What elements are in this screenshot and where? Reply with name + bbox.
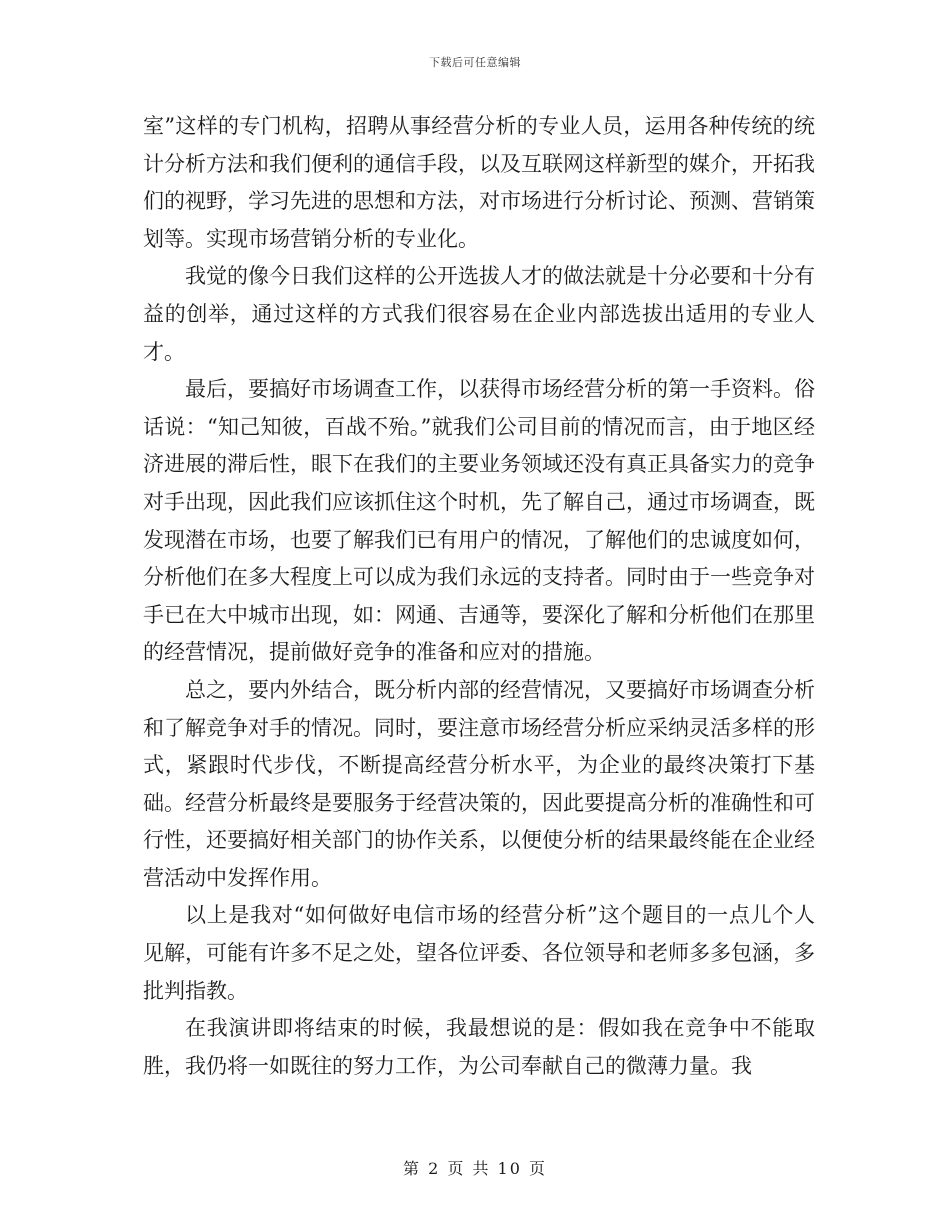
paragraph-2: 我觉的像今日我们这样的公开选拔人才的做法就是十分必要和十分有益的创举，通过这样的方式我们很容易在企业内部选拔出适用的专业人才。 bbox=[143, 264, 815, 364]
document-body bbox=[143, 108, 815, 1085]
page-number: 第 2 页 共 10 页 bbox=[403, 1159, 547, 1178]
paragraph-6: 在我演讲即将结束的时候，我最想说的是：假如我在竞争中不能取胜，我仍将一如既往的努力工作，为公司奉献自己的微薄力量。我 bbox=[143, 1016, 815, 1078]
paragraph-5: 以上是我对“如何做好电信市场的经营分析”这个题目的一点儿个人见解，可能有许多不足之处，望各位评委、各位领导和老师多多包涵，多批判指教。 bbox=[143, 903, 815, 1003]
paragraph-1: 室”这样的专门机构，招聘从事经营分析的专业人员，运用各种传统的统计分析方法和我们便利的通信手段，以及互联网这样新型的媒介，开拓我们的视野，学习先进的思想和方法，对市场进行分析讨论、预测、营销策划等。实现市场营销分析的专业化。 bbox=[143, 114, 815, 251]
paragraph-3: 最后，要搞好市场调查工作，以获得市场经营分析的第一手资料。俗话说：“知己知彼，百战不殆。”就我们公司目前的情况而言，由于地区经济进展的滞后性，眼下在我们的主要业务领域还没有真正具备实力的竞争对手出现，因此我们应该抓住这个时机，先了解自己，通过市场调查，既发现潜在市场，也要了解我们已有用户的情况，了解他们的忠诚度如何，分析他们在多大程度上可以成为我们永远的支持者。同时由于一些竞争对手已在大中城市出现，如：网通、吉通等，要深化了解和分析他们在那里的经营情况，提前做好竞争的准备和应对的措施。 bbox=[143, 377, 815, 665]
paragraph-4: 总之，要内外结合，既分析内部的经营情况，又要搞好市场调查分析和了解竞争对手的情况。同时，要注意市场经营分析应采纳灵活多样的形式，紧跟时代步伐，不断提高经营分析水平，为企业的最终决策打下基础。经营分析最终是要服务于经营决策的，因此要提高分析的准确性和可行性，还要搞好相关部门的协作关系，以便使分析的结果最终能在企业经营活动中发挥作用。 bbox=[143, 677, 815, 890]
header-note: 下载后可任意编辑 bbox=[429, 56, 521, 69]
